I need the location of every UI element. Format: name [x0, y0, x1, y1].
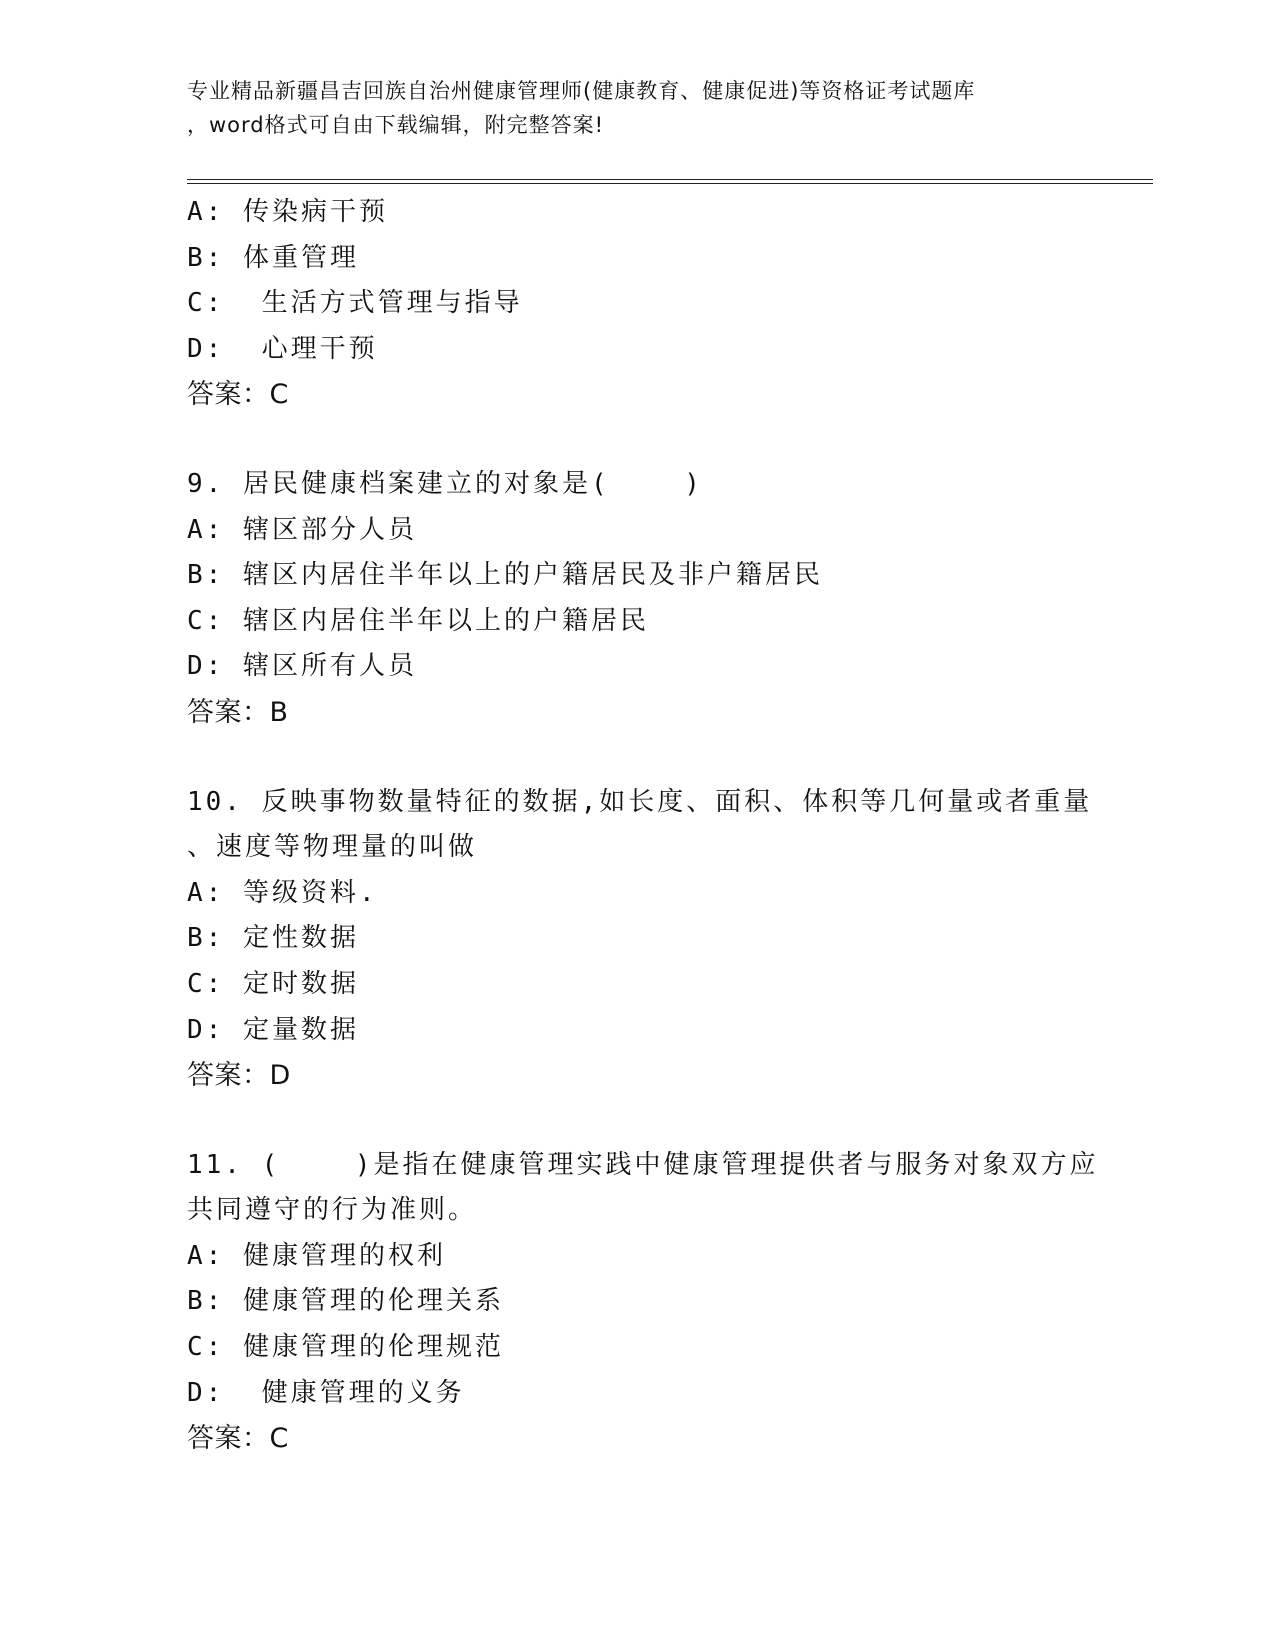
- question-spacer: [187, 736, 1147, 780]
- option-c: C: 定时数据: [187, 968, 359, 999]
- option-d: D: 健康管理的义务: [187, 1377, 465, 1408]
- option-b: B: 体重管理: [187, 242, 359, 273]
- option-a: A: 传染病干预: [187, 197, 388, 227]
- document-header: [187, 74, 1087, 142]
- answer-line: 答案：C: [187, 1423, 289, 1455]
- header-double-rule: [187, 179, 1153, 184]
- question-stem-line-2: 共同遵守的行为准则。: [187, 1195, 478, 1226]
- header-title-line-2: ，word格式可自由下载编辑，附完整答案!: [187, 113, 605, 137]
- question-10: [187, 780, 1147, 1099]
- question-spacer: [187, 1099, 1147, 1143]
- answer-line: 答案：C: [187, 379, 289, 411]
- option-d: D: 定量数据: [187, 1014, 359, 1045]
- option-c: C: 生活方式管理与指导: [187, 288, 523, 319]
- question-stem: 9. 居民健康档案建立的对象是( ): [187, 468, 703, 499]
- option-a: A: 等级资料.: [187, 877, 378, 908]
- question-stem-line-2: 、速度等物理量的叫做: [187, 832, 478, 863]
- question-spacer: [187, 418, 1147, 462]
- option-b: B: 定性数据: [187, 923, 359, 954]
- option-a: A: 辖区部分人员: [187, 514, 417, 545]
- option-c: C: 健康管理的伦理规范: [187, 1332, 504, 1363]
- answer-line: 答案：B: [187, 696, 289, 728]
- header-title-line-1: 专业精品新疆昌吉回族自治州健康管理师(健康教育、健康促进)等资格证考试题库: [187, 79, 976, 103]
- option-b: B: 辖区内居住半年以上的户籍居民及非户籍居民: [187, 560, 823, 591]
- option-d: D: 辖区所有人员: [187, 651, 417, 682]
- answer-line: 答案：D: [187, 1060, 291, 1092]
- option-d: D: 心理干预: [187, 333, 378, 364]
- question-list: [187, 190, 1147, 1462]
- option-b: B: 健康管理的伦理关系: [187, 1286, 504, 1317]
- option-c: C: 辖区内居住半年以上的户籍居民: [187, 605, 649, 636]
- question-stem-line-1: 11. ( )是指在健康管理实践中健康管理提供者与服务对象双方应: [187, 1149, 1099, 1180]
- question-11: [187, 1143, 1147, 1462]
- question-9: [187, 462, 1147, 736]
- question-8: [187, 190, 1147, 418]
- question-stem-line-1: 10. 反映事物数量特征的数据,如长度、面积、体积等几何量或者重量: [187, 786, 1093, 817]
- option-a: A: 健康管理的权利: [187, 1240, 446, 1271]
